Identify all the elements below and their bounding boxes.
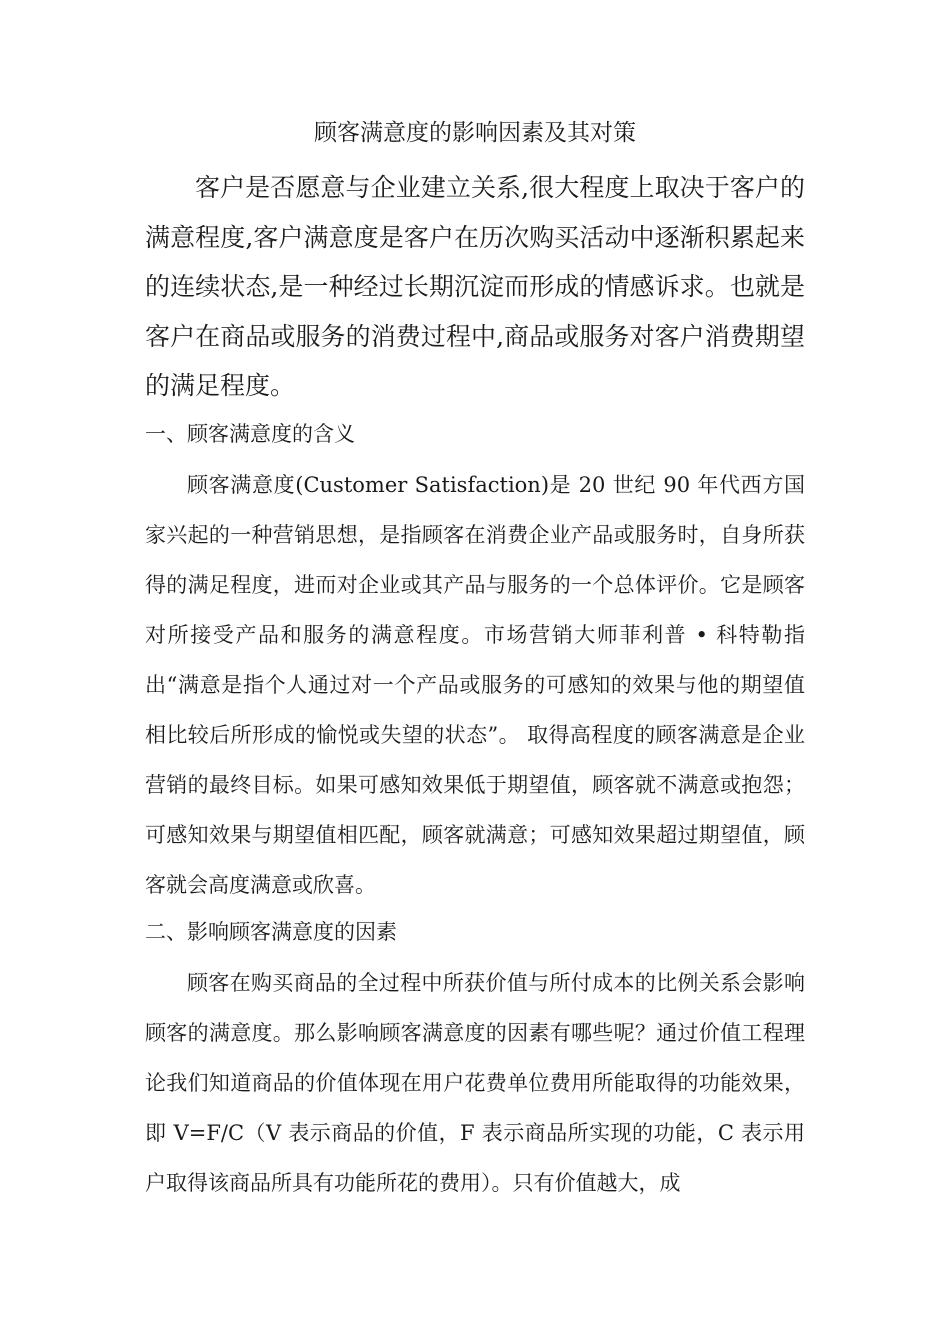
section-2-paragraph: 顾客在购买商品的全过程中所获价值与所付成本的比例关系会影响顾客的满意度。那么影响顾客满意度的因素有哪些呢？通过价值工程理论我们知道商品的价值体现在用户花费单位费用所能取得的功能效果，即 V=F/C（V 表示商品的价值，F 表示商品所实现的功能，C 表示用户取得该商品所具有功能所花的费用）。只有价值越大，成 xyxy=(145,971,805,1195)
section-heading-1: 一、顾客满意度的含义 xyxy=(145,422,355,446)
section-1-paragraph: 顾客满意度(Customer Satisfaction)是 20 世纪 90 年代西方国家兴起的一种营销思想，是指顾客在消费企业产品或服务时，自身所获得的满足程度，进而对企业或其产品与服务的一个总体评价。它是顾客对所接受产品和服务的满意程度。市场营销大师菲利普 • 科特勒指出“满意是指个人通过对一个产品或服务的可感知的效果与他的期望值相比较后所形成的愉悦或失望的状态”。 取得高程度的顾客满意是企业营销的最终目标。如果可感知效果低于期望值，顾客就不满意或抱怨；可感知效果与期望值相匹配，顾客就满意；可感知效果超过期望值，顾客就会高度满意或欣喜。 xyxy=(145,473,805,897)
section-heading-2: 二、影响顾客满意度的因素 xyxy=(145,920,397,944)
document-title: 顾客满意度的影响因素及其对策 xyxy=(314,120,636,146)
intro-paragraph: 客户是否愿意与企业建立关系,很大程度上取决于客户的满意程度,客户满意度是客户在历次购买活动中逐渐积累起来的连续状态,是一种经过长期沉淀而形成的情感诉求。也就是客户在商品或服务的消费过程中,商品或服务对客户消费期望的满足程度。 xyxy=(145,173,805,400)
